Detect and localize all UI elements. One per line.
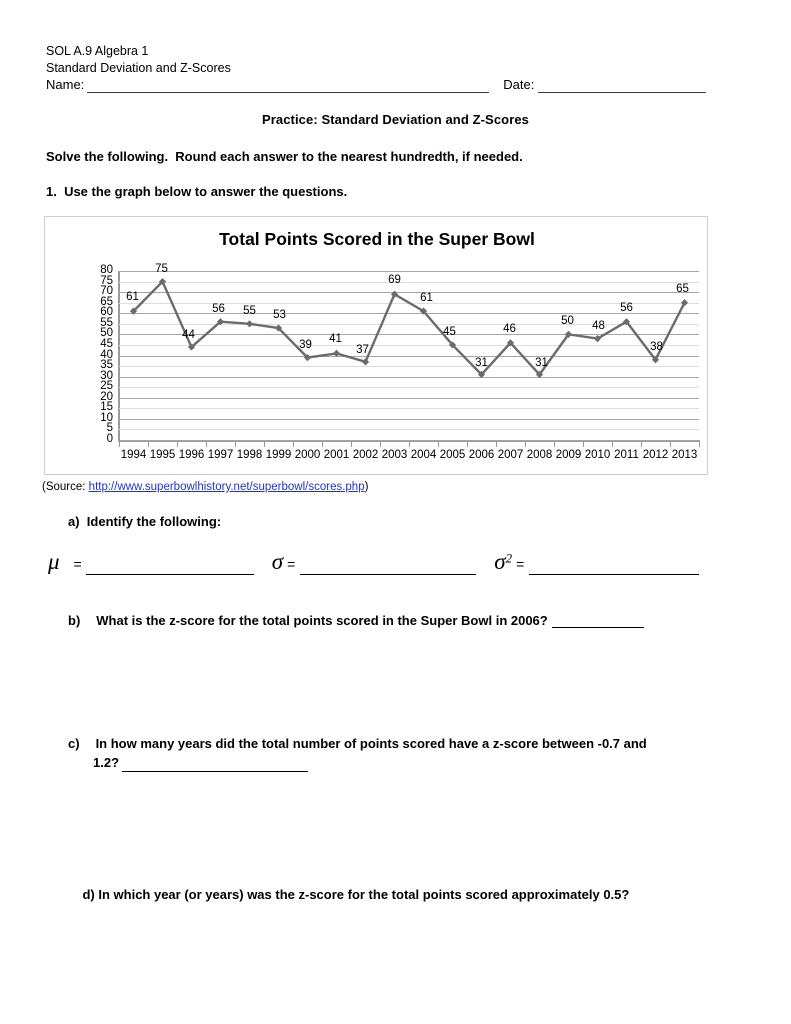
- name-label: Name:: [46, 77, 85, 92]
- y-axis-tick-label: 65: [100, 295, 113, 308]
- data-point-label: 69: [388, 274, 401, 287]
- data-point-label: 65: [676, 282, 689, 295]
- part-b-answer-blank[interactable]: [552, 614, 644, 628]
- x-axis-tick-label: 2012: [642, 449, 669, 461]
- x-axis-tick-label: 1997: [207, 449, 234, 461]
- data-point-label: 39: [299, 338, 312, 351]
- data-point-label: 75: [155, 262, 168, 275]
- data-point-label: 53: [273, 309, 286, 322]
- sigma-squared-symbol: σ: [494, 549, 506, 574]
- chart-source: [42, 481, 368, 493]
- part-d: [68, 872, 629, 917]
- sigma-squared-equals: =: [516, 556, 525, 572]
- name-blank[interactable]: [87, 81, 489, 93]
- y-axis-tick-label: 10: [100, 411, 113, 424]
- x-axis-tick: [380, 442, 381, 447]
- x-axis-tick-label: 1995: [149, 449, 176, 461]
- x-axis-tick: [612, 442, 613, 447]
- source-suffix: ): [364, 481, 369, 493]
- source-prefix: (Source:: [42, 481, 89, 493]
- x-axis-tick: [554, 442, 555, 447]
- data-point-label: 55: [243, 304, 256, 317]
- x-axis-tick-label: 1994: [120, 449, 147, 461]
- data-point-label: 44: [182, 329, 195, 342]
- x-axis-tick-label: 1999: [265, 449, 292, 461]
- y-axis-tick-label: 15: [100, 401, 113, 414]
- part-a-label: a) Identify the following:: [68, 514, 222, 529]
- x-axis-tick-label: 2008: [526, 449, 553, 461]
- sigma-squared-answer-blank[interactable]: [529, 559, 699, 575]
- sigma-equals: =: [287, 556, 296, 572]
- question-1-prompt: 1. Use the graph below to answer the questions.: [46, 184, 348, 199]
- instructions-solve: Solve the following. Round each answer to the nearest hundredth, if needed.: [46, 149, 523, 164]
- data-point-label: 38: [650, 340, 663, 353]
- page-title: Practice: Standard Deviation and Z-Scores: [261, 112, 530, 127]
- part-c-answer-blank[interactable]: [122, 758, 308, 772]
- x-axis-tick-label: 2002: [352, 449, 379, 461]
- part-b-label: b): [68, 613, 81, 628]
- mu-answer-blank[interactable]: [86, 559, 254, 575]
- x-axis-tick-label: 2013: [671, 449, 698, 461]
- name-date-row: [46, 76, 746, 93]
- y-axis-tick-label: 30: [100, 369, 113, 382]
- y-axis-tick-label: 55: [100, 316, 113, 329]
- x-axis-tick-label: 2011: [614, 449, 639, 461]
- x-axis-tick-label: 2005: [439, 449, 466, 461]
- part-d-text: In which year (or years) was the z-score for the total points scored approximately 0.5?: [98, 887, 630, 902]
- data-point-label: 48: [592, 319, 605, 332]
- part-b-text: What is the z-score for the total points scored in the Super Bowl in 2006?: [96, 613, 548, 628]
- y-axis-tick-label: 0: [106, 433, 113, 445]
- x-axis-tick-label: 1998: [236, 449, 263, 461]
- x-axis-tick-label: 2000: [294, 449, 321, 461]
- x-axis-tick: [670, 442, 671, 447]
- x-axis-tick-label: 2004: [410, 449, 437, 461]
- date-label: Date:: [503, 77, 535, 92]
- x-axis-tick-label: 2010: [584, 449, 611, 461]
- data-point-label: 61: [126, 291, 139, 304]
- part-a-symbol-row: [48, 549, 758, 581]
- x-axis-tick: [177, 442, 178, 447]
- y-axis-tick-label: 60: [100, 306, 113, 319]
- y-axis-tick-label: 80: [100, 264, 113, 276]
- x-axis-tick: [641, 442, 642, 447]
- data-point-label: 56: [620, 301, 633, 314]
- chart-series-line: [119, 271, 699, 442]
- part-c-label: c): [68, 736, 80, 751]
- x-axis-tick: [525, 442, 526, 447]
- x-axis-tick: [264, 442, 265, 447]
- x-axis-tick: [699, 442, 700, 447]
- data-point-label: 46: [503, 322, 516, 335]
- x-axis-tick: [467, 442, 468, 447]
- data-point-label: 31: [475, 356, 488, 369]
- topic-line: Standard Deviation and Z-Scores: [46, 60, 231, 75]
- x-axis-tick: [322, 442, 323, 447]
- mu-equals: =: [73, 556, 82, 572]
- source-url-link[interactable]: http://www.superbowlhistory.net/superbowl/scores.php: [88, 481, 365, 493]
- part-c: [68, 734, 758, 772]
- x-axis-tick: [206, 442, 207, 447]
- date-blank[interactable]: [538, 81, 706, 93]
- x-axis-tick-label: 2006: [468, 449, 495, 461]
- chart-title: Total Points Scored in the Super Bowl: [219, 229, 535, 249]
- data-point-label: 37: [356, 343, 369, 356]
- data-point-marker: [333, 350, 340, 357]
- x-axis-tick-label: 2009: [555, 449, 582, 461]
- x-axis-tick: [235, 442, 236, 447]
- part-c-text-line2: 1.2?: [93, 755, 120, 770]
- data-point-label: 61: [420, 292, 433, 305]
- y-axis-tick-label: 5: [106, 422, 113, 435]
- chart-container: [44, 216, 708, 475]
- data-point-marker: [246, 320, 253, 327]
- y-axis-tick-label: 40: [100, 348, 113, 361]
- part-c-text-line1: In how many years did the total number of points scored have a z-score between -0.7 and: [95, 736, 647, 751]
- mu-symbol: μ: [48, 549, 60, 574]
- chart-inner-plot: [100, 262, 699, 461]
- x-axis-tick: [438, 442, 439, 447]
- worksheet-header: [46, 43, 231, 76]
- sigma-squared-exponent: 2: [505, 550, 513, 566]
- y-axis-tick-label: 45: [100, 337, 113, 350]
- sigma-answer-blank[interactable]: [300, 559, 476, 575]
- x-axis-tick: [293, 442, 294, 447]
- y-axis-tick-label: 70: [100, 285, 113, 298]
- x-axis-tick: [148, 442, 149, 447]
- x-axis-tick-label: 2007: [497, 449, 524, 461]
- sigma-symbol: σ: [271, 549, 284, 574]
- x-axis-tick: [496, 442, 497, 447]
- x-axis-tick-label: 2003: [381, 449, 408, 461]
- x-axis-tick: [409, 442, 410, 447]
- chart-plot-area: [77, 262, 699, 461]
- x-axis-tick: [583, 442, 584, 447]
- data-point-label: 41: [329, 333, 342, 346]
- x-axis-tick: [119, 442, 120, 447]
- data-point-marker: [362, 358, 369, 365]
- y-axis-tick-label: 75: [100, 274, 113, 287]
- x-axis-tick: [351, 442, 352, 447]
- part-b: [68, 613, 644, 628]
- data-point-label: 56: [212, 302, 225, 315]
- y-axis-tick-label: 35: [100, 359, 113, 372]
- part-d-label: d): [82, 887, 95, 902]
- course-line: SOL A.9 Algebra 1: [46, 44, 149, 58]
- x-axis-tick-label: 2001: [323, 449, 350, 461]
- y-axis-tick-label: 25: [100, 380, 113, 393]
- data-point-label: 50: [561, 315, 574, 328]
- data-point-label: 31: [535, 356, 548, 369]
- data-point-label: 45: [443, 325, 456, 338]
- x-axis-tick-label: 1996: [178, 449, 205, 461]
- y-axis-tick-label: 50: [100, 327, 113, 340]
- y-axis-tick-label: 20: [100, 390, 113, 403]
